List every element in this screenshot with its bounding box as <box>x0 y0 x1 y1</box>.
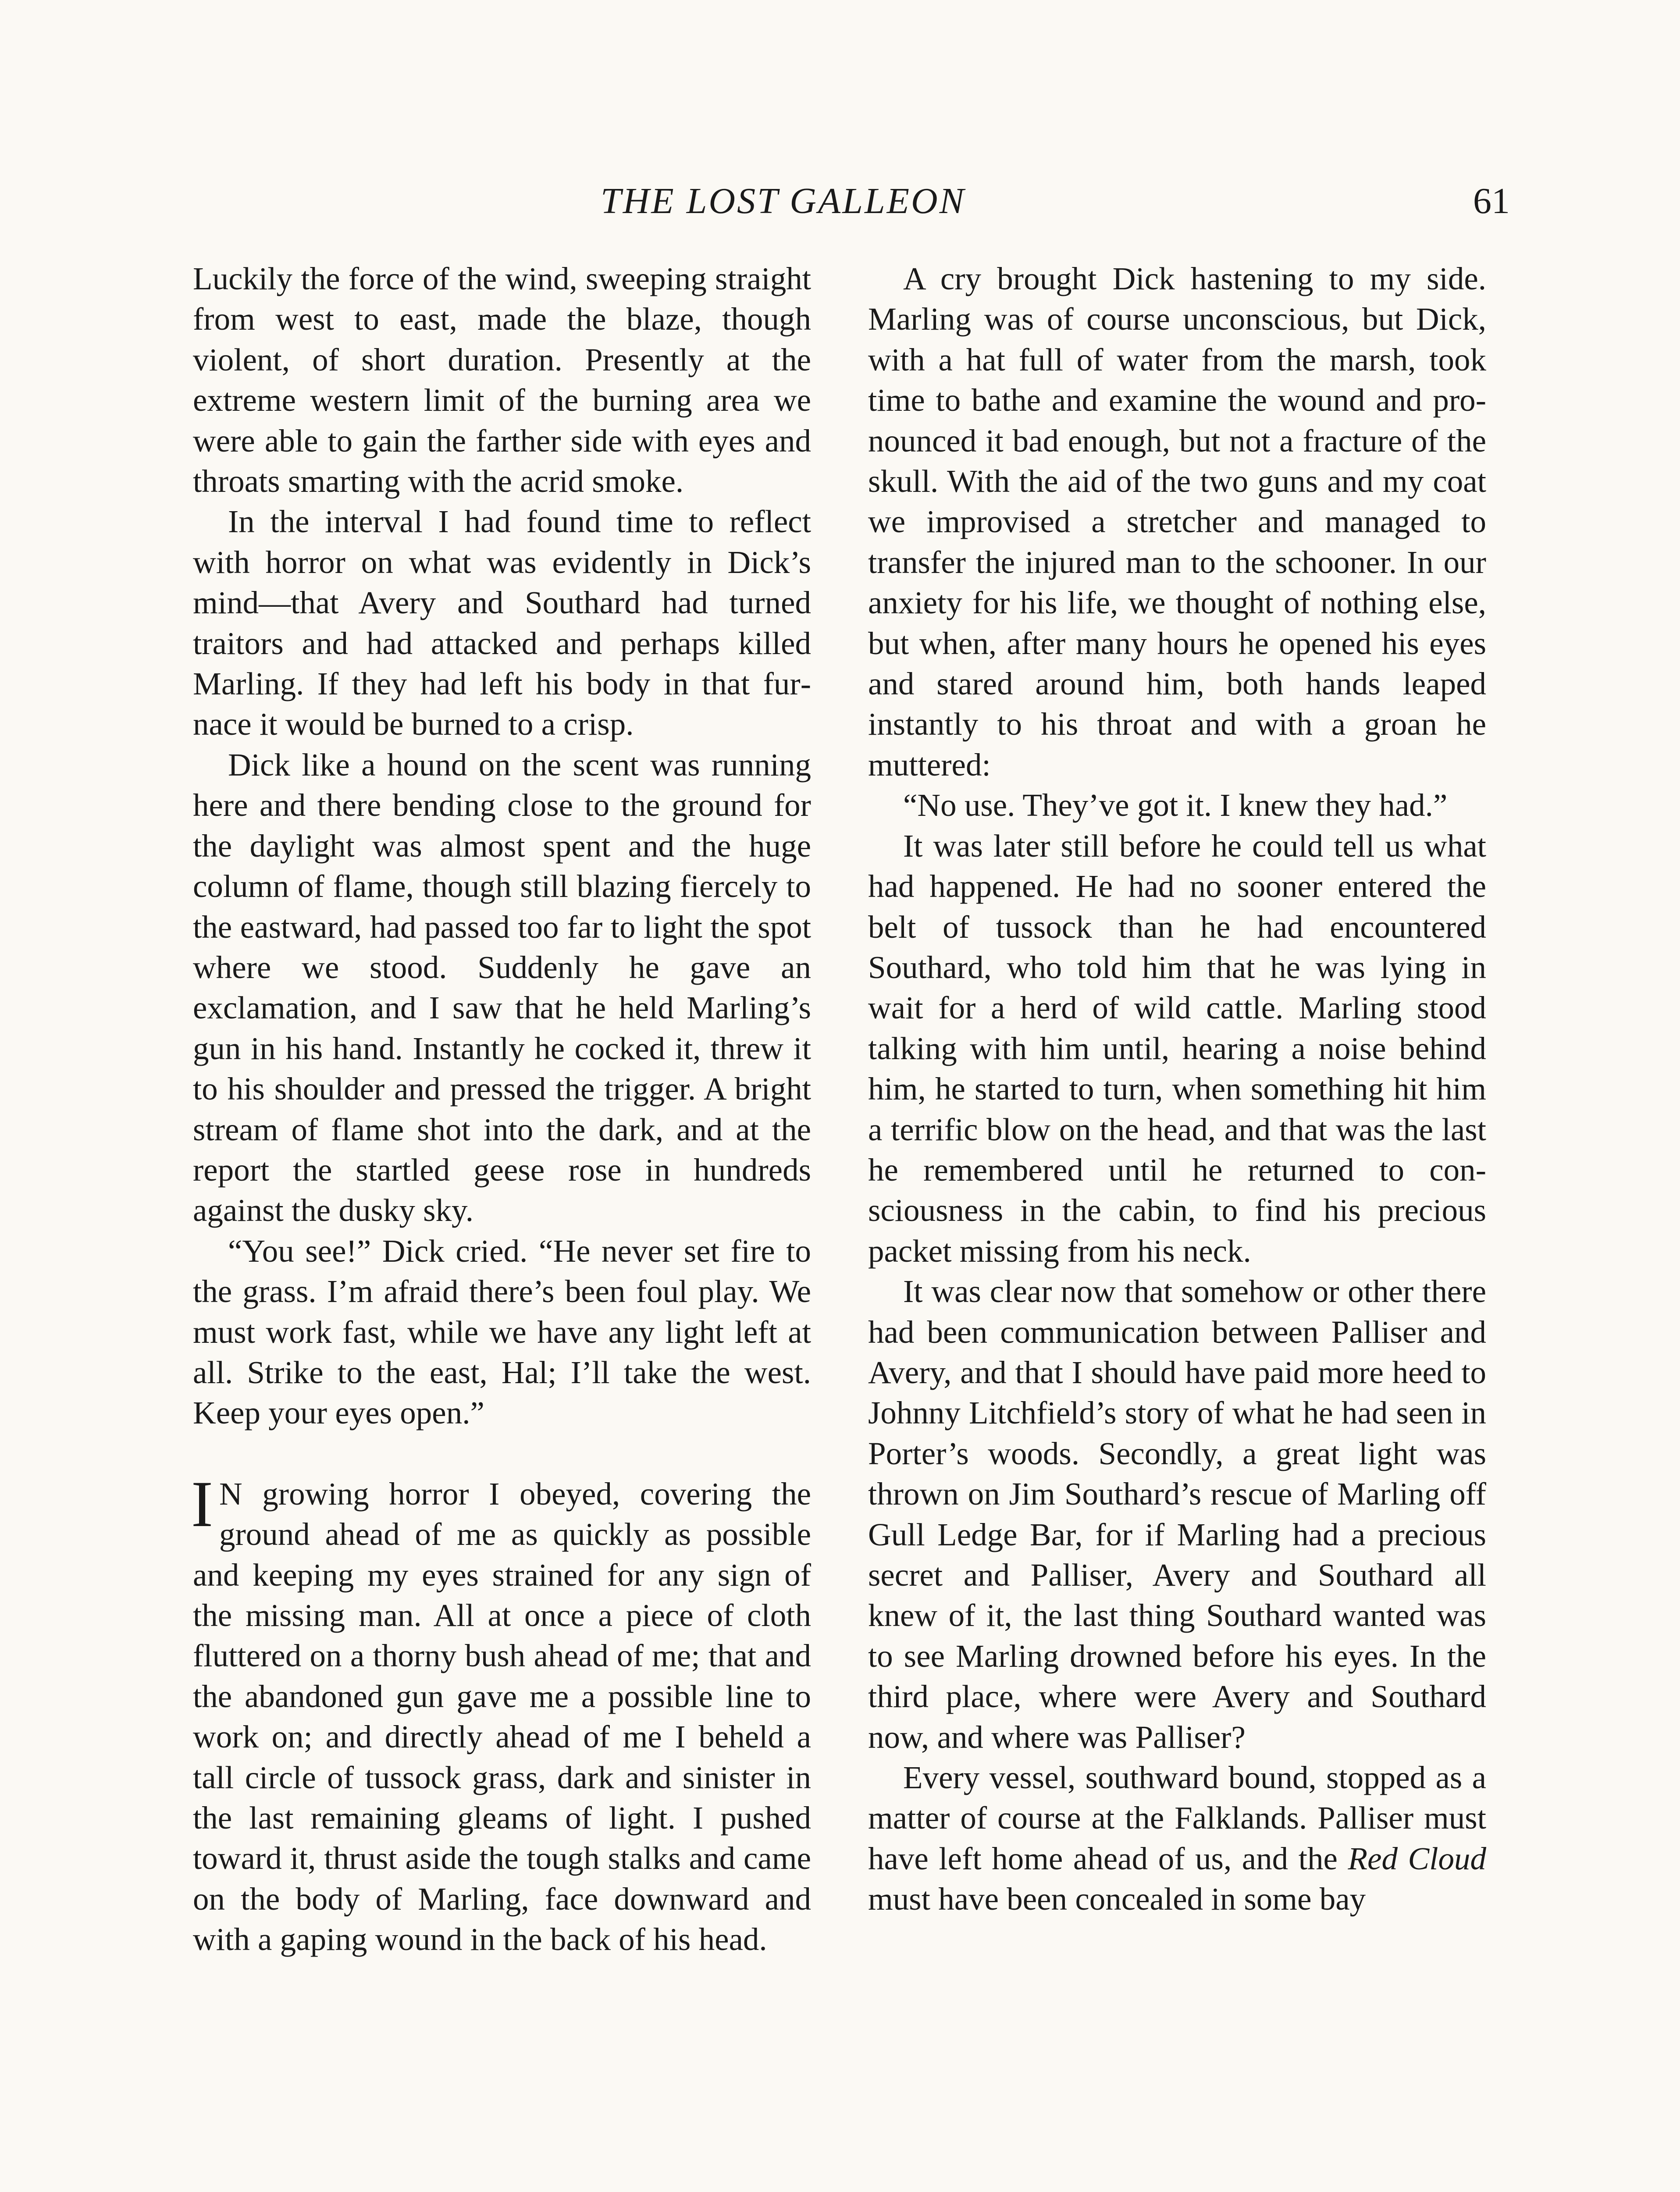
paragraph: It was clear now that somehow or other there had been communication between Palliser and Avery, and that I should have paid more heed to Johnny Litchfield’s story of what he had seen in Porter’s woods. Secondly, a great light was thrown on Jim Southard’s rescue of Marling off Gull Ledge Bar, for if Marling had a precious secret and Palliser, Avery and Southard all knew of it, the last thing Southard wanted was to see Marling drowned before his eyes. In the third place, where were Avery and Southard now, and where was Palliser? <box>868 1274 1486 1755</box>
paragraph: “No use. They’ve got it. I knew they had.” <box>903 787 1448 823</box>
paragraph-text: growing horror I obeyed, covering the ground ahead of me as quickly as possible and keeping my eyes strained for any sign of the missing man. All at once a piece of cloth fluttered on a thorny bush ahead of me; that and the abandoned gun gave me a possible line to work on; and directly ahead of me I beheld a tall circle of tussock grass, dark and sinister in the last remaining gleams of light. I pushed toward it, thrust aside the tough stalks and came on the body of Marling, face downward and with a gaping wound in the back of his head. <box>193 1476 811 1957</box>
section-start-paragraph <box>191 1467 811 1960</box>
paragraph: “You see!” Dick cried. “He never set fire to the grass. I’m afraid there’s been foul play. We must work fast, while we have any light left at all. Strike to the east, Hal; I’ll take the west. Keep your eyes open.” <box>193 1233 811 1431</box>
left-column <box>193 259 811 2192</box>
paragraph-text: Every vessel, southward bound, stopped as a matter of course at the Falklands. Palliser must have left home ahead of us, and the <box>868 1760 1486 1876</box>
paragraph-text: must have been concealed in some bay <box>868 1881 1366 1917</box>
paragraph: It was later still before he could tell us what had happened. He had no sooner entered the belt of tussock than he had encountered Southard, who told him that he was lying in wait for a herd of wild cattle. Marling stood talking with him until, hearing a noise behind him, he started to turn, when something hit him a terrific blow on the head, and that was the last he remembered until he returned to consciousness in the cabin, to find his precious packet missing from his neck. <box>868 828 1486 1269</box>
paragraph <box>868 1758 1486 1920</box>
running-title: THE LOST GALLEON <box>601 181 966 221</box>
paragraph: Luckily the force of the wind, sweeping straight from west to east, made the blaze, though violent, of short duration. Presently at the extreme western limit of the burning area we were able to gain the farther side with eyes and throats smarting with the acrid smoke. <box>193 261 811 499</box>
page-number: 61 <box>1473 181 1510 221</box>
page-header <box>0 180 1680 228</box>
paragraph: In the interval I had found time to reflect with horror on what was evidently in Dick’s mind—that Avery and Southard had turned traitors and had attacked and perhaps killed Marling. If they had left his body in that furnace it would be burned to a crisp. <box>193 504 811 742</box>
right-column <box>868 259 1486 2192</box>
drop-cap: I <box>191 1467 213 1541</box>
ship-name: Red Cloud <box>1348 1840 1487 1876</box>
paragraph: Dick like a hound on the scent was running here and there bending close to the ground for the daylight was almost spent and the huge column of flame, though still blazing fiercely to the eastward, had passed too far to light the spot where we stood. Suddenly he gave an exclamation, and I saw that he held Marling’s gun in his hand. Instantly he cocked it, threw it to his shoulder and pressed the trigger. A bright stream of flame shot into the dark, and at the report the startled geese rose in hundreds against the dusky sky. <box>193 747 811 1228</box>
paragraph: A cry brought Dick hastening to my side. Marling was of course unconscious, but Dick, with a hat full of water from the marsh, took time to bathe and examine the wound and pronounced it bad enough, but not a fracture of the skull. With the aid of the two guns and my coat we improvised a stretcher and managed to transfer the injured man to the schooner. In our anxiety for his life, we thought of nothing else, but when, after many hours he opened his eyes and stared around him, both hands leaped instantly to his throat and with a groan he muttered: <box>868 261 1486 783</box>
small-caps-lead: N <box>219 1476 242 1512</box>
